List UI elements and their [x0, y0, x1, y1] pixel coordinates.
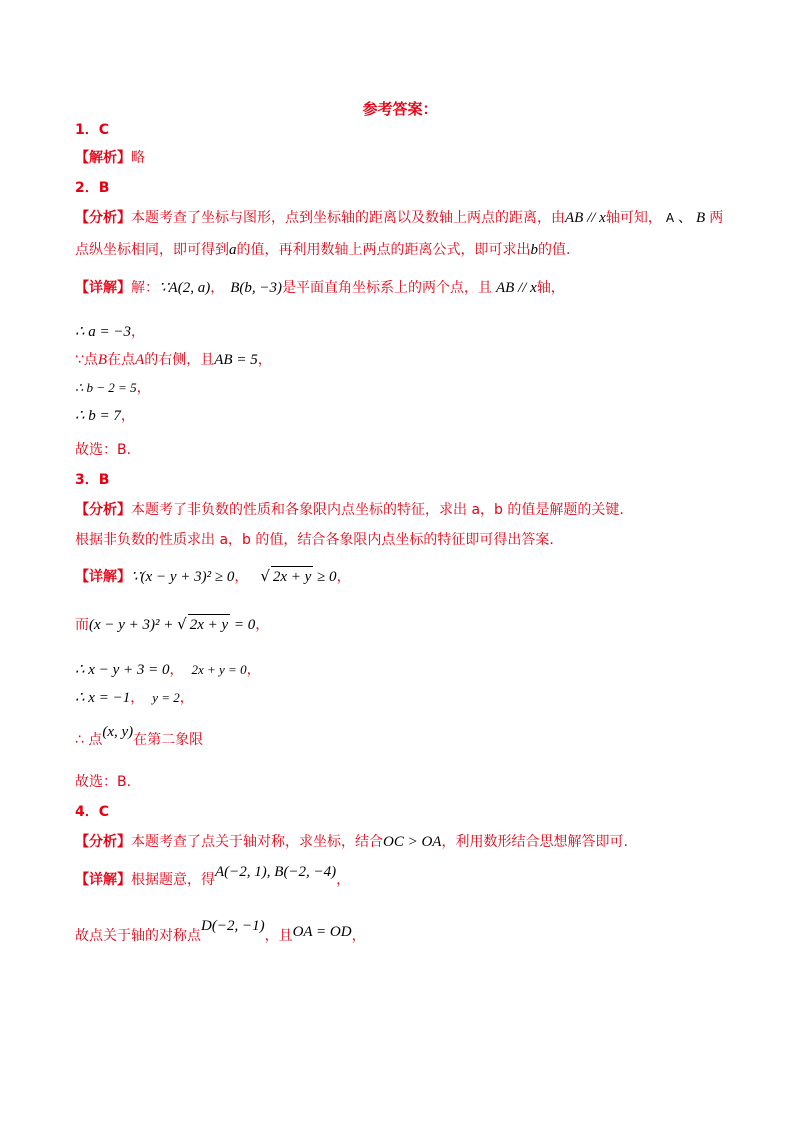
math-expr: ∴ b − 2 = 5 [75, 380, 137, 395]
math-expr: y = 2 [152, 690, 180, 705]
separator: ， [179, 690, 194, 706]
fenxi-tag: 【分析】 [75, 834, 131, 850]
fenxi-text: 点纵坐标相同，即可得到 [75, 242, 229, 258]
q2-step1 [75, 322, 145, 342]
q4-fenxi [75, 832, 628, 852]
point-label: B [97, 352, 108, 368]
math-expr: AB = 5 [214, 352, 258, 368]
math-expr: AB // x [495, 280, 537, 296]
xiangjie-text: 解： [131, 280, 159, 296]
xiangjie-text: 根据题意，得 [131, 872, 215, 888]
step-text: 在点 [107, 352, 136, 368]
sqrt-icon: √ [260, 567, 270, 585]
math-expr: (x − y + 3)² + [89, 617, 178, 633]
math-expr: ∵(x − y + 3)² ≥ 0 [131, 569, 235, 585]
fenxi-text: 的值，再利用数轴上两点的距离公式，即可求出 [236, 242, 531, 258]
q2-choice: 故选：B. [75, 442, 132, 458]
separator: ， [257, 352, 272, 368]
jiexi-text: 略 [131, 150, 145, 166]
separator: ， [131, 324, 146, 340]
fenxi-text: 轴可知， [605, 210, 662, 226]
q3-xiangjie-line3 [75, 660, 261, 680]
q3-xiangjie-line1 [75, 566, 351, 587]
q2-step2 [75, 350, 272, 370]
math-expr: ∴ x − y + 3 = 0 [75, 662, 170, 678]
math-expr: OC > OA [383, 834, 442, 850]
q3-xiangjie-line4 [75, 688, 194, 708]
fenxi-text: ，利用数形结合思想解答即可. [441, 834, 628, 850]
fenxi-tag: 【分析】 [75, 502, 131, 518]
q3-xiangjie-line5 [75, 724, 204, 750]
q2-step4 [75, 406, 135, 426]
answer-title: 参考答案： [362, 100, 438, 118]
separator: ， [246, 662, 261, 678]
xiangjie-text: 是平面直角坐标系上的两个点，且 [281, 280, 492, 296]
q3-xiangjie-line2 [75, 614, 269, 635]
q2-xiangjie-line1 [75, 278, 565, 298]
fenxi-tag: 【分析】 [75, 210, 131, 226]
separator: ， [136, 380, 151, 396]
math-expr: D(−2, −1) [201, 918, 265, 934]
xiangjie-tag: 【详解】 [75, 569, 131, 585]
q3-fenxi-line1 [75, 500, 624, 520]
math-expr: 2x + y = 0 [191, 662, 247, 677]
separator: ， [336, 872, 351, 888]
q4-number: 4．C [75, 804, 110, 820]
separator: ， [169, 662, 184, 678]
math-expr: A(−2, 1), B(−2, −4) [215, 864, 337, 880]
radicand: 2x + y [188, 614, 230, 635]
math-expr: ∴ b = 7 [75, 408, 121, 424]
step-text: 故点关于轴的对称点 [75, 928, 201, 944]
jiexi-tag: 【解析】 [75, 150, 131, 166]
math-expr: ∵A(2, a) [159, 280, 211, 296]
q2-fenxi-line1 [75, 208, 723, 228]
math-var: a [229, 242, 237, 258]
q2-fenxi-line2 [75, 240, 570, 260]
math-expr: ∴ x = −1 [75, 690, 131, 706]
q3-choice: 故选：B. [75, 774, 132, 790]
step-text: ，且 [264, 928, 293, 944]
point-label: A [135, 352, 145, 368]
q4-line2 [75, 918, 366, 946]
step-text: 而 [75, 617, 89, 633]
fenxi-text: 的值. [538, 242, 571, 258]
point-label: A [665, 211, 675, 225]
math-expr: AB // x [565, 210, 606, 226]
q1-jiexi [75, 148, 145, 168]
math-expr: B(b, −3) [230, 280, 282, 296]
q3-number: 3．B [75, 472, 110, 488]
math-expr: ≥ 0 [313, 569, 337, 585]
fenxi-text: 本题考了非负数的性质和各象限内点坐标的特征，求出 a，b 的值是解题的关键. [131, 502, 624, 518]
separator: ， [210, 280, 225, 296]
xiangjie-tag: 【详解】 [75, 280, 131, 296]
separator: ， [120, 408, 135, 424]
point-label: B [696, 210, 706, 226]
math-var: b [530, 242, 538, 258]
math-expr: OA = OD [292, 924, 352, 940]
fenxi-text: 本题考查了坐标与图形，点到坐标轴的距离以及数轴上两点的距离，由 [131, 210, 565, 226]
fenxi-text: 本题考查了点关于轴对称，求坐标，结合 [131, 834, 383, 850]
step-text: 的右侧，且 [144, 352, 215, 368]
separator: ， [351, 928, 366, 944]
separator: 、 [678, 210, 693, 226]
radicand: 2x + y [271, 566, 313, 587]
xiangjie-tag: 【详解】 [75, 872, 131, 888]
separator: ， [255, 617, 270, 633]
q1-number: 1．C [75, 122, 110, 138]
fenxi-text: 两 [709, 210, 724, 226]
step-text: 在第二象限 [133, 732, 204, 748]
math-expr: (x, y) [102, 724, 134, 740]
separator: ， [234, 569, 249, 585]
q4-xiangjie [75, 864, 351, 890]
step-text: ∴ 点 [75, 732, 103, 748]
math-expr: = 0 [230, 617, 256, 633]
sqrt-icon: √ [177, 615, 187, 633]
separator: ， [130, 690, 145, 706]
step-text: ∵点 [75, 352, 98, 368]
separator: ， [336, 569, 351, 585]
q2-number: 2．B [75, 180, 110, 196]
xiangjie-text: 轴， [536, 280, 565, 296]
q2-step3 [75, 378, 151, 398]
math-expr: ∴ a = −3 [75, 324, 132, 340]
q3-fenxi-line2: 根据非负数的性质求出 a，b 的值，结合各象限内点坐标的特征即可得出答案. [75, 532, 554, 548]
